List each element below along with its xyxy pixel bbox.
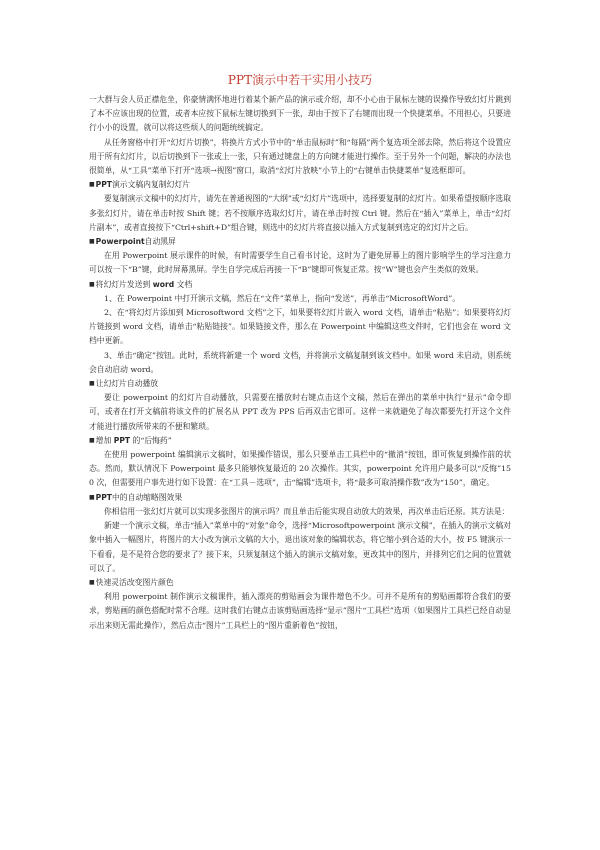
square-bullet-icon: ■ [89, 280, 95, 288]
paragraph: 你相信用一张幻灯片就可以实现多张图片的演示吗？而且单击后能实现自动放大的效果，再次单击后还原。其方法是： [104, 506, 510, 516]
document-title: PPT演示中若干实用小技巧 [227, 73, 373, 87]
section-heading [89, 178, 511, 192]
paragraph: 从任务窗格中打开“幻灯片切换”，将换片方式小节中的“单击鼠标时”和“每隔”两个复选项全部去除，然后将这个设置应用于所有幻灯片，以后切换到下一张或上一张，只有通过键盘上的方向键才能进行操作。至于另外一个问题，解决的办法也很简单，从“工具”菜单下打开“选项→视图”窗口，取消“幻灯片放映”小节上的“右键单击快捷菜单”复选框即可。 [89, 137, 511, 176]
document-body [89, 93, 511, 633]
section-heading [89, 377, 511, 391]
heading-bold-text: word [152, 279, 175, 289]
section-heading [89, 576, 511, 590]
heading-text: 文档 [174, 279, 193, 289]
heading-text: 中的自动缩略图效果 [111, 492, 183, 502]
heading-text: 演示文稿内复制幻灯片 [111, 180, 190, 190]
square-bullet-icon: ■ [89, 181, 95, 189]
paragraph: 在用 Powerpoint 展示课件的时候，有时需要学生自己看书讨论，这时为了避免屏幕上的图片影响学生的学习注意力可以按一下“B”键，此时屏幕黑屏。学生自学完成后再接一下“B”键即可恢复正常。按“W”键也会产生类似的效果。 [89, 251, 511, 275]
paragraph: 要复制演示文稿中的幻灯片，请先在普通视图的“大纲”或“幻灯片”选项中，选择要复制的幻灯片。如果希望按顺序选取多张幻灯片，请在单击时按 Shift 键；若不按顺序选取幻灯片，请在单击时按 Ctrl 键。然后在“插入”菜单上，单击“幻灯片副本”，或者直接按下“Ctrl+shift+D”组合键，则选中的幻灯片将直接以插入方式复制到选定的幻灯片之后。 [89, 194, 511, 232]
paragraph: 利用 powerpoint 制作演示文稿课件，插入漂亮的剪贴画会为课件增色不少。可并不是所有的剪贴画都符合我们的要求，剪贴画的颜色搭配时常不合理。这时我们右键点击该剪贴画选择“显示”图片“工具栏”选项（如果图片工具栏已经自动显示出来则无需此操作），然后点击“图片”工具栏上的“图片重新着色”按钮， [89, 592, 511, 630]
paragraph: 1、在 Powerpoint 中打开演示文稿，然后在“文件”菜单上，指向“发送”，再单击“MicrosoftWord”。 [104, 293, 460, 303]
square-bullet-icon: ■ [89, 493, 95, 501]
heading-text: 自动黑屏 [144, 237, 176, 247]
heading-text: 快速灵活改变图片颜色 [95, 577, 174, 587]
paragraph: 新建一个演示文稿，单击“插入”菜单中的“对象”命令，选择“Microsoftpowerpoint 演示文稿”，在插入的演示文稿对象中插入一幅图片，将图片的大小改为演示文稿的大小，退出该对象的编辑状态，将它缩小到合适的大小，按 F5 键演示一下看看，是不是符合您的要求了？接下来，只须复制这个插入的演示文稿对象，更改其中的图片，并排列它们之间的位置就可以了。 [89, 521, 511, 573]
paragraph: 要让 powerpoint 的幻灯片自动播放，只需要在播放时右键点击这个文稿，然后在弹出的菜单中执行“显示”命令即可，或者在打开文稿前将该文件的扩展名从 PPT 改为 PPS 后再双击它即可。这样一来就避免了每次都要先打开这个文件才能进行播放所带来的不便和繁琐。 [89, 393, 511, 431]
heading-bold-text: PPT [95, 492, 112, 502]
heading-bold-text: PPT [113, 435, 131, 445]
paragraph: 2、在“将幻灯片添加到 Microsoftword 文档”之下，如果要将幻灯片嵌入 word 文档，请单击“粘贴”；如果要将幻灯片链接到 word 文档，请单击“粘贴链接”。如果链接文件，那么在 Powerpoint 中编辑这些文件时，它们也会在 word 文档中更新。 [89, 308, 511, 346]
square-bullet-icon: ■ [89, 578, 95, 586]
heading-text: 让幻灯片自动播放 [95, 379, 159, 389]
square-bullet-icon: ■ [89, 380, 95, 388]
heading-text: 将幻灯片发送到 [95, 279, 153, 289]
paragraph: 在使用 powerpoint 编辑演示文稿时，如果操作错误，那么只要单击工具栏中的“撤消”按钮，即可恢复到操作前的状态。然而，默认情况下 Powerpoint 最多只能够恢复最近的 20 次操作。其实，powerpoint 允许用户最多可以“反悔”150 次，但需要用户事先进行如下设置：在“工具－选项”，击“编辑”选项卡，将“最多可取消操作数”改为“150”，确定。 [89, 450, 511, 488]
heading-text: 增加 [95, 435, 114, 445]
heading-bold-text: PPT [95, 180, 112, 190]
section-heading [89, 491, 511, 505]
square-bullet-icon: ■ [89, 238, 95, 246]
section-heading [89, 235, 511, 249]
paragraph: 一大群与会人员正襟危坐，你豪情满怀地进行着某个新产品的演示或介绍，却不小心由于鼠标左键的误操作导致幻灯片跳到了本不应该出现的位置，或者本应按下鼠标左键切换到下一张，却由于按下了右键而出现一个快捷菜单。不用担心，只要进行小小的设置，就可以将这些烦人的问题统统搞定。 [89, 95, 511, 133]
heading-text: 的“后悔药” [130, 435, 172, 445]
paragraph: 3、单击“确定”按钮。此时，系统将新建一个 word 文档，并将演示文稿复制到该文档中。如果 word 未启动，则系统会自动启动 word。 [89, 350, 511, 374]
section-heading [89, 278, 511, 292]
heading-bold-text: Powerpoint [95, 237, 145, 247]
section-heading [89, 434, 511, 448]
square-bullet-icon: ■ [89, 436, 95, 444]
